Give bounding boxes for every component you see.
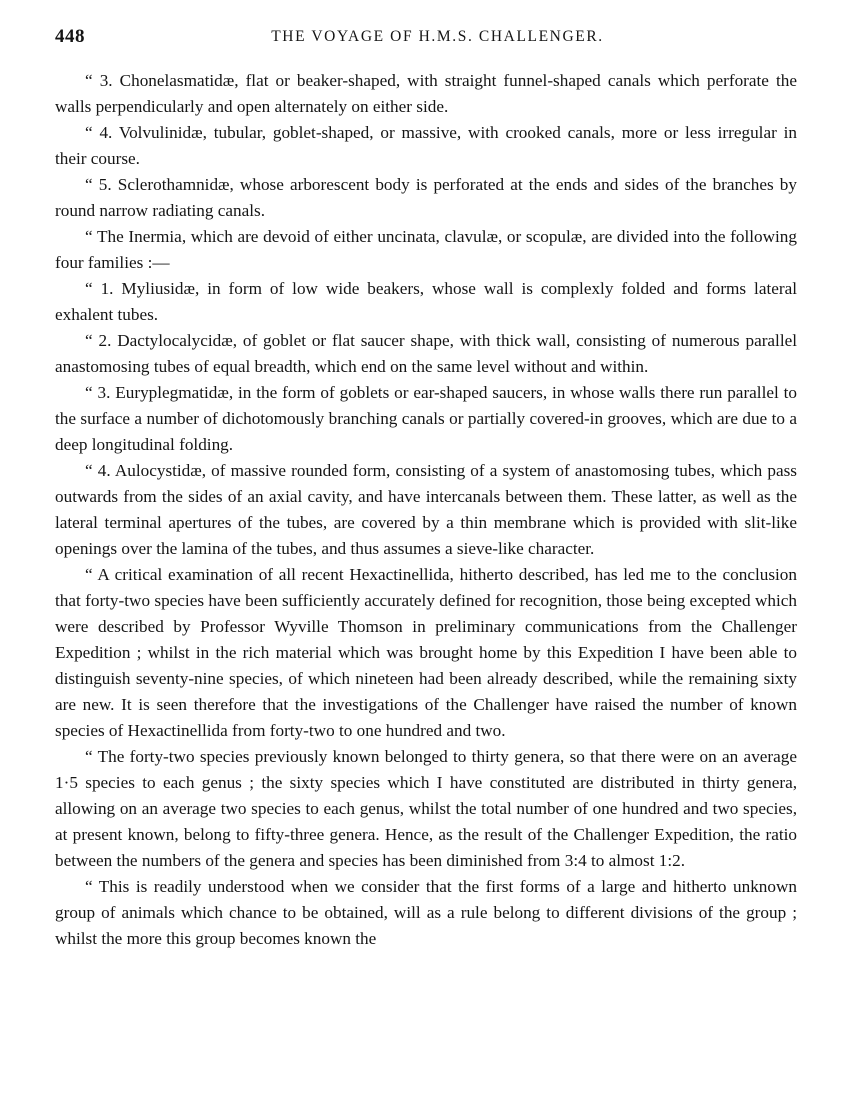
- paragraph-myliusidae: “ 1. Myliusidæ, in form of low wide beakers, whose wall is complexly folded and forms lateral exhalent tubes.: [55, 279, 797, 324]
- paragraph-euryplegmatidae: “ 3. Euryplegmatidæ, in the form of goblets or ear-shaped saucers, in whose walls there run parallel to the surface a number of dichotomously branching canals or partially covered-in grooves, which are due to a deep longitudinal folding.: [55, 383, 797, 454]
- paragraph-sclerothamnidae: “ 5. Sclerothamnidæ, whose arborescent body is perforated at the ends and sides of the branches by round narrow radiating canals.: [55, 175, 797, 220]
- paragraph-chonelasmatidae: “ 3. Chonelasmatidæ, flat or beaker-shaped, with straight funnel-shaped canals which perforate the walls perpendicularly and open alternately on either side.: [55, 71, 797, 116]
- paragraph-readily-understood: “ This is readily understood when we consider that the first forms of a large and hitherto unknown group of animals which chance to be obtained, will as a rule belong to different divisions of the group ; whilst the more this group becomes known the: [55, 877, 797, 948]
- paragraph-forty-two-species: “ The forty-two species previously known belonged to thirty genera, so that there were on an average 1·5 species to each genus ; the sixty species which I have constituted are distributed in thirty genera, allowing on an average two species to each genus, whilst the total number of one hundred and two species, at present known, belong to fifty-three genera. Hence, as the result of the Challenger Expedition, the ratio between the numbers of the genera and species has been diminished from 3:4 to almost 1:2.: [55, 747, 797, 870]
- paragraph-critical-examination: “ A critical examination of all recent Hexactinellida, hitherto described, has led me to the conclusion that forty-two species have been sufficiently accurately defined for recognition, those being excepted which were described by Professor Wyville Thomson in preliminary communications from the Challenger Expedition ; whilst in the rich material which was brought home by this Expedition I have been able to distinguish seventy-nine species, of which nineteen had been already described, while the remaining sixty are new. It is seen therefore that the investigations of the Challenger have raised the number of known species of Hexactinellida from forty-two to one hundred and two.: [55, 565, 797, 740]
- paragraph-dactylocalycidae: “ 2. Dactylocalycidæ, of goblet or flat saucer shape, with thick wall, consisting of numerous parallel anastomosing tubes of equal breadth, which end on the same level without and within.: [55, 331, 797, 376]
- running-head: THE VOYAGE OF H.M.S. CHALLENGER.: [271, 28, 604, 45]
- page-header: [55, 26, 800, 50]
- paragraph-inermia: “ The Inermia, which are devoid of either uncinata, clavulæ, or scopulæ, are divided into the following four families :—: [55, 227, 797, 272]
- paragraph-volvulinidae: “ 4. Volvulinidæ, tubular, goblet-shaped, or massive, with crooked canals, more or less irregular in their course.: [55, 123, 797, 168]
- paragraph-aulocystidae: “ 4. Aulocystidæ, of massive rounded form, consisting of a system of anastomosing tubes, which pass outwards from the sides of an axial cavity, and have intercanals between them. These latter, as well as the lateral terminal apertures of the tubes, are covered by a thin membrane which is provided with slit-like openings over the lamina of the tubes, and thus assumes a sieve-like character.: [55, 461, 797, 558]
- body-text: [55, 68, 797, 952]
- page-number: 448: [55, 26, 85, 47]
